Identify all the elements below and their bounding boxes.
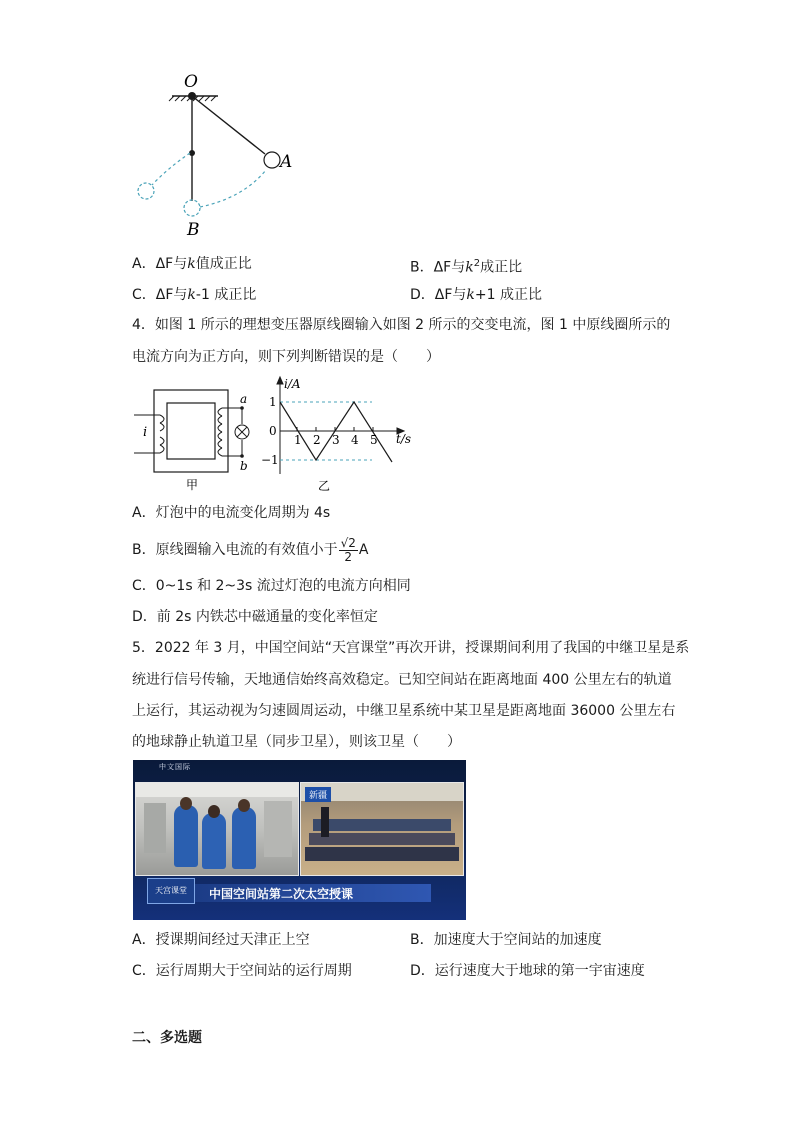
option-post: 值成正比 xyxy=(195,256,252,272)
option-pre: ΔF与 xyxy=(433,259,466,276)
axes xyxy=(277,377,404,474)
dashed-arc-right xyxy=(200,170,266,207)
q3-option-a xyxy=(132,254,252,274)
rod-to-a xyxy=(192,96,265,154)
q5-stem-line4: 的地球静止轨道卫星（同步卫星），则该卫星（ ） xyxy=(132,734,461,750)
option-b-text: B．原线圈输入电流的有效值小于 xyxy=(132,542,338,558)
astronaut xyxy=(174,805,198,867)
option-post: -1 成正比 xyxy=(195,287,257,303)
fraction-numerator: √2 xyxy=(340,535,356,550)
ball-a xyxy=(264,152,280,168)
x-tick-3: 3 xyxy=(332,433,340,447)
option-pre: ΔF与 xyxy=(434,287,467,303)
option-var: k xyxy=(187,287,196,303)
option-var: k xyxy=(466,287,475,303)
q3-option-c xyxy=(132,285,256,305)
x-tick-marks xyxy=(297,427,373,431)
y-tick-minus1: −1 xyxy=(261,453,279,467)
q4-option-c: C．0~1s 和 2~3s 流过灯泡的电流方向相同 xyxy=(132,578,411,594)
x-tick-5: 5 xyxy=(370,433,378,447)
secondary-coil xyxy=(218,408,242,456)
current-label: i xyxy=(143,425,148,440)
channel-logo: 中文国际 xyxy=(159,763,191,771)
current-waveform xyxy=(280,402,392,462)
q5-stem-line2: 统进行信号传输，天地通信始终高效稳定。已知空间站在距离地面 400 公里左右的轨道 xyxy=(132,672,672,688)
option-var: k xyxy=(465,259,474,276)
bulb-icon xyxy=(235,425,249,439)
dashed-arc-left xyxy=(152,153,190,185)
option-var: k xyxy=(187,256,196,272)
option-sup: 2 xyxy=(473,258,481,269)
station-interior-panel xyxy=(135,782,299,876)
astronaut xyxy=(202,813,226,869)
option-letter: C． xyxy=(132,287,156,303)
banner-text: 中国空间站第二次太空授课 xyxy=(209,887,354,901)
pendulum-figure xyxy=(128,68,308,243)
primary-coil xyxy=(134,415,164,453)
y-tick-1: 1 xyxy=(269,395,277,409)
fraction-denominator: 2 xyxy=(344,549,353,564)
location-label: 新疆 xyxy=(305,787,331,802)
label-b: B xyxy=(187,220,200,240)
label-o: O xyxy=(184,72,198,92)
q4-option-d: D．前 2s 内铁芯中磁通量的变化率恒定 xyxy=(132,609,378,625)
q4-stem-line2: 电流方向为正方向，则下列判断错误的是（ ） xyxy=(132,349,440,365)
section-title: 二、多选题 xyxy=(132,1030,202,1046)
label-a: A xyxy=(280,152,293,172)
q5-option-a: A．授课期间经过天津正上空 xyxy=(132,932,310,948)
option-b-unit: A xyxy=(358,542,369,558)
caption-jia: 甲 xyxy=(186,478,199,492)
q5-option-b: B．加速度大于空间站的加速度 xyxy=(410,932,602,948)
q5-stem-line1: 5．2022 年 3 月，中国空间站“天宫课堂”再次开讲，授课期间利用了我国的中继卫星是系 xyxy=(132,640,690,656)
q4-option-a: A．灯泡中的电流变化周期为 4s xyxy=(132,505,331,521)
y-axis-label: i/A xyxy=(284,377,301,391)
q4-stem-line1: 4．如图 1 所示的理想变压器原线圈输入如图 2 所示的交变电流，图 1 中原线圈所示的 xyxy=(132,317,671,333)
option-letter: A． xyxy=(132,256,156,272)
classroom-panel xyxy=(300,782,464,876)
ghost-ball-left xyxy=(138,183,154,199)
q4-option-b xyxy=(132,534,368,566)
option-pre: ΔF与 xyxy=(155,287,188,303)
q3-option-d xyxy=(410,285,542,305)
x-tick-4: 4 xyxy=(351,433,359,447)
option-letter: B． xyxy=(410,259,434,276)
terminal-b-label: b xyxy=(240,459,248,473)
space-class-photo xyxy=(133,760,466,920)
q3-option-b xyxy=(410,254,522,278)
option-pre: ΔF与 xyxy=(155,256,188,272)
q5-option-d: D．运行速度大于地球的第一宇宙速度 xyxy=(410,963,645,979)
option-letter: D． xyxy=(410,287,435,303)
option-post: 成正比 xyxy=(480,259,523,276)
transformer-figure xyxy=(130,382,260,494)
terminal-a-label: a xyxy=(240,392,248,406)
core-outer xyxy=(154,390,228,472)
show-logo: 天宫课堂 xyxy=(147,878,195,904)
y-tick-0: 0 xyxy=(269,424,277,438)
fraction-root2-over-2 xyxy=(339,537,358,564)
core-inner xyxy=(167,403,215,459)
option-post: +1 成正比 xyxy=(474,287,542,303)
current-graph xyxy=(260,374,420,496)
q5-option-c: C．运行周期大于空间站的运行周期 xyxy=(132,963,352,979)
x-axis-label: t/s xyxy=(396,432,412,446)
q5-stem-line3: 上运行，其运动视为匀速圆周运动，中继卫星系统中某卫星是距离地面 36000 公里左右 xyxy=(132,703,676,719)
caption-yi: 乙 xyxy=(318,479,331,493)
terminal-a-dot xyxy=(240,406,244,410)
ghost-ball-b xyxy=(184,200,200,216)
terminal-b-dot xyxy=(240,454,244,458)
x-tick-2: 2 xyxy=(313,433,321,447)
astronaut xyxy=(232,807,256,869)
broadcast-banner xyxy=(195,884,431,902)
pivot-dot xyxy=(188,92,196,100)
x-tick-1: 1 xyxy=(294,433,302,447)
